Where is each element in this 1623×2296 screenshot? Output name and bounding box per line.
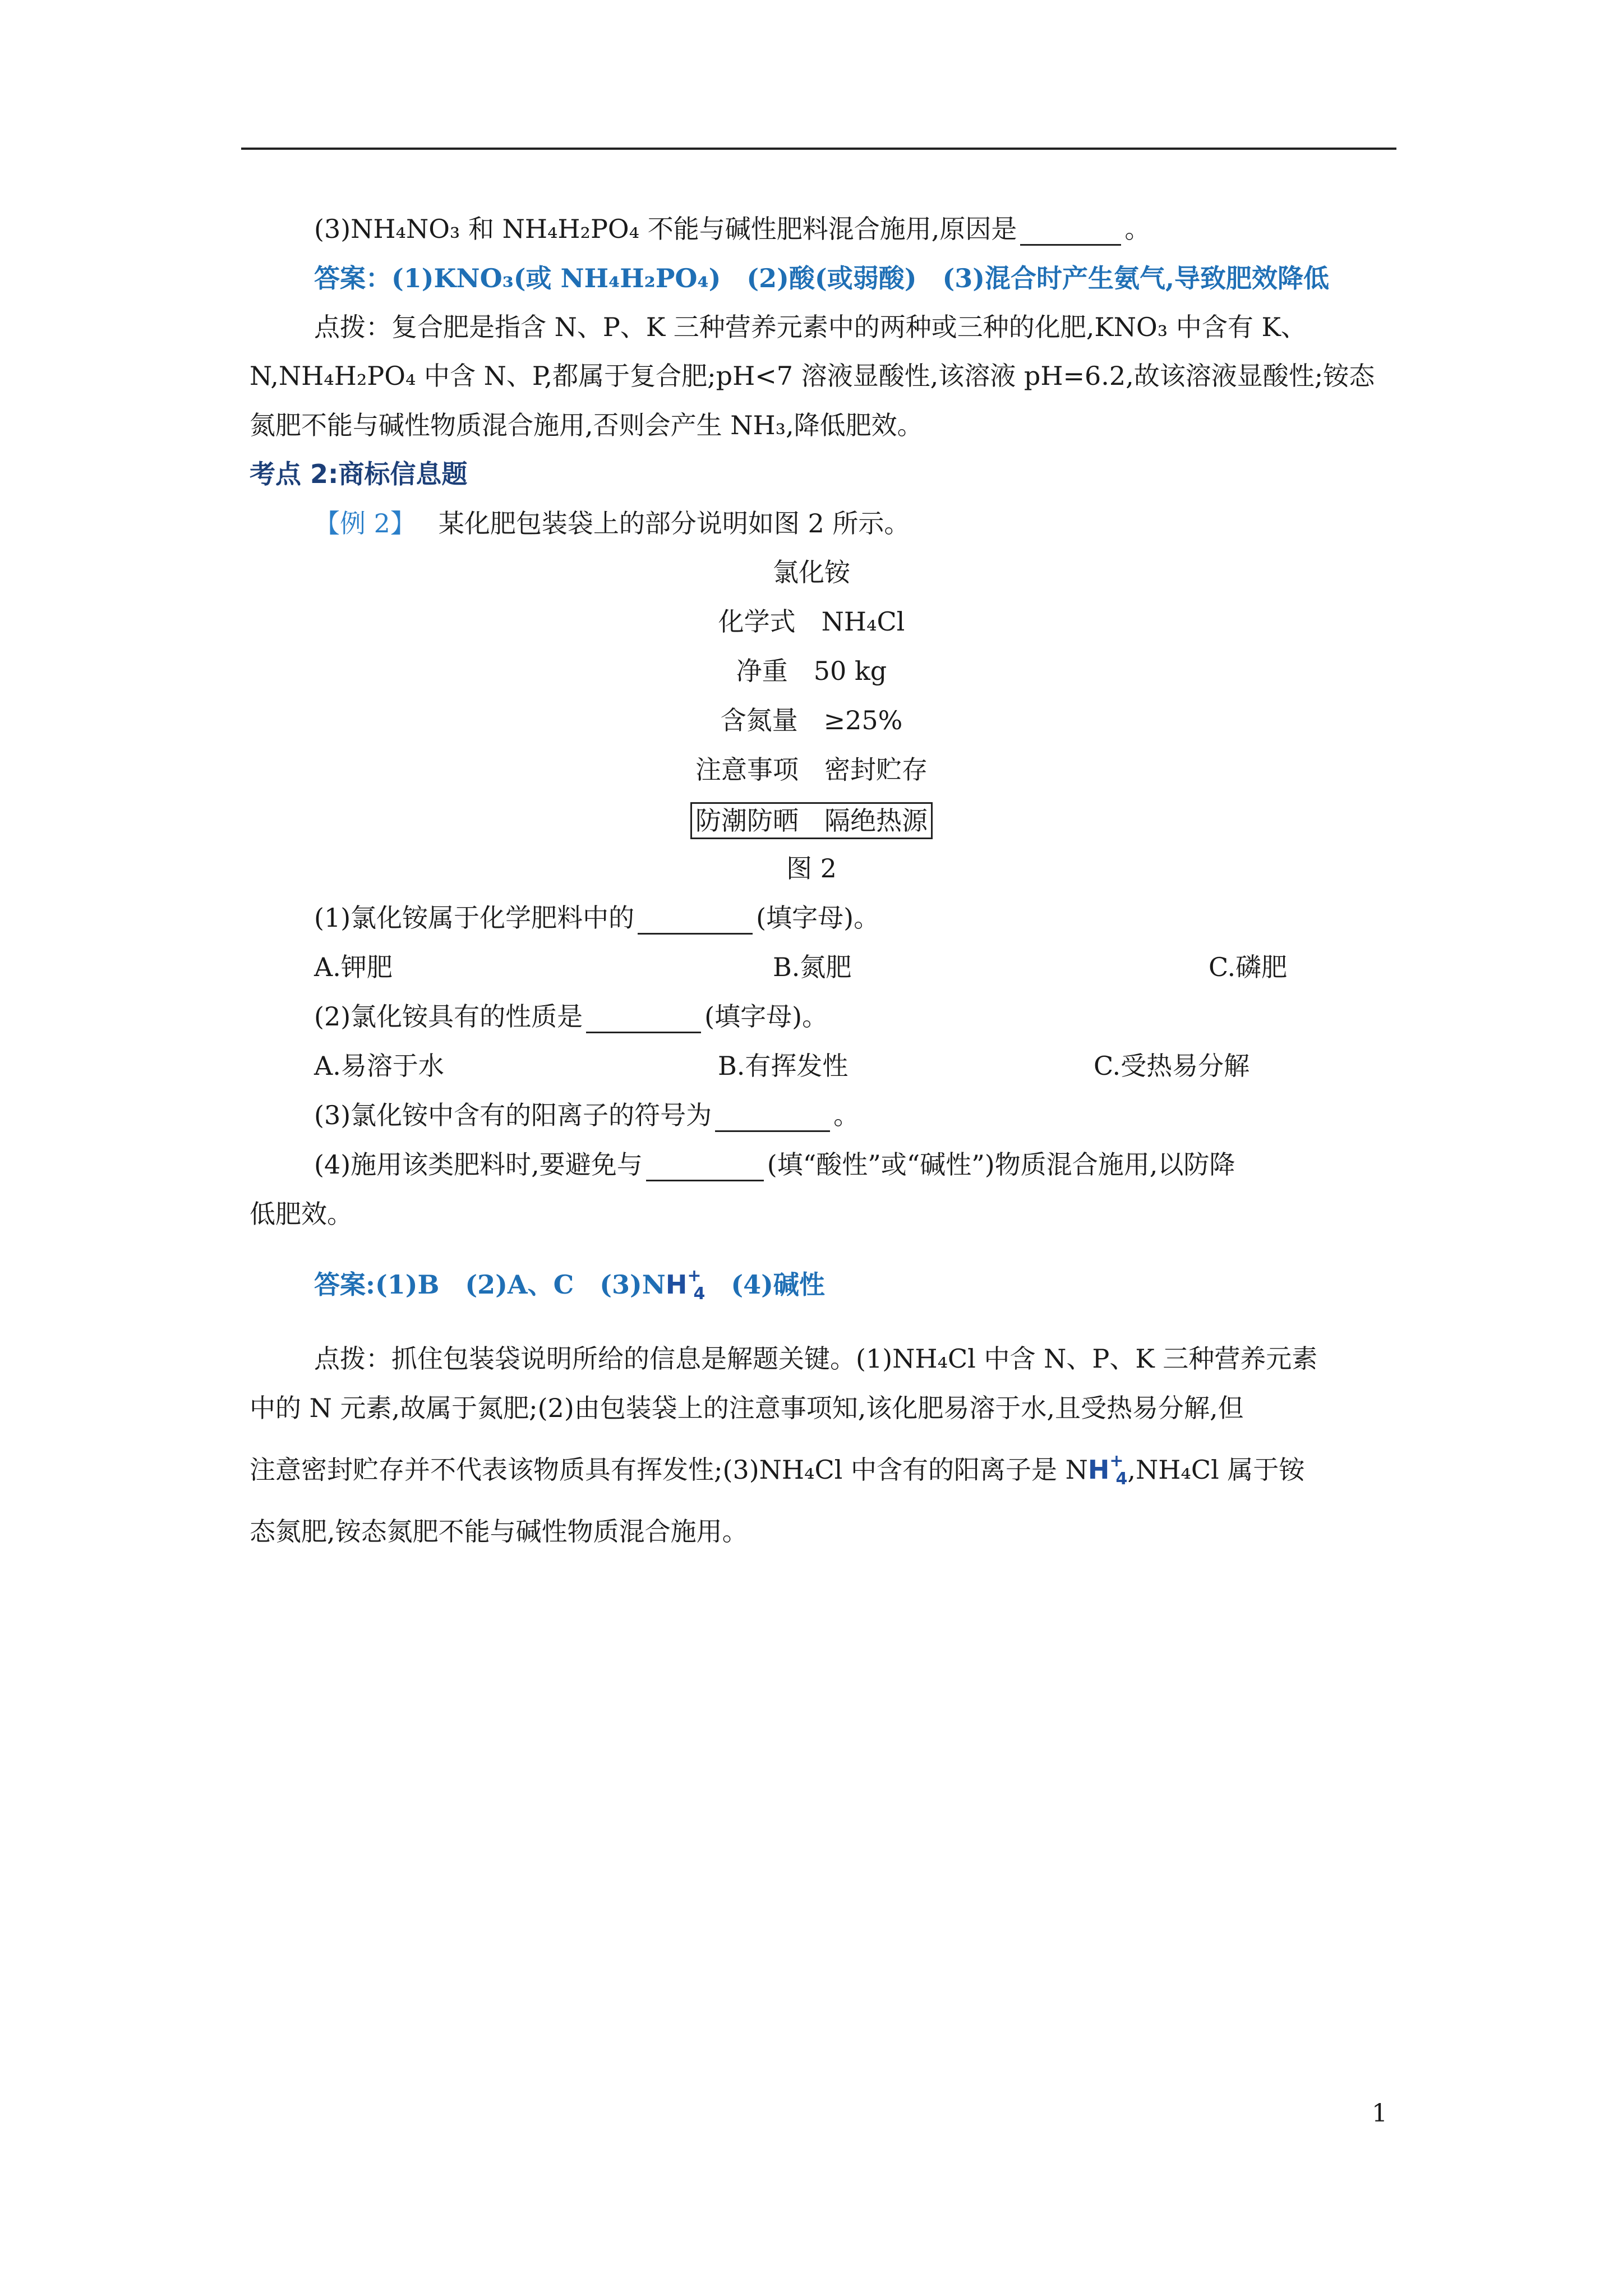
q4-text: (4)施用该类肥料时,要避免与: [314, 1149, 643, 1180]
ammonium-ion-image: [1088, 1453, 1128, 1490]
q3-text: (3)氯化铵中含有的阳离子的符号为: [314, 1100, 712, 1130]
answer-blank: [715, 1105, 830, 1132]
q3-line: [314, 1098, 859, 1132]
q1-text: (1)氯化铵属于化学肥料中的: [314, 903, 635, 933]
q1-end: (填字母)。: [756, 903, 880, 933]
example-2-line: [314, 507, 910, 540]
ion-subscript: 4: [1115, 1469, 1128, 1489]
answer-2-pre: 答案:(1)B (2)A、C (3)N: [314, 1269, 666, 1300]
example-2-tag: 【例 2】: [314, 508, 416, 539]
ion-subscript: 4: [693, 1284, 706, 1304]
label-weight: 净重 50 kg: [736, 656, 887, 686]
tip-1-line-a: 点拨：复合肥是指含 N、P、K 三种营养元素中的两种或三种的化肥,KNO₃ 中含有 K、: [314, 312, 1307, 342]
ion-charge: +: [1109, 1451, 1124, 1471]
q2-option-b: B.有挥发性: [718, 1051, 849, 1081]
tip-2-line-a: 点拨：抓住包装袋说明所给的信息是解题关键。(1)NH₄Cl 中含 N、P、K 三种营养元素: [314, 1343, 1318, 1374]
tip-2-line-b: 中的 N 元素,故属于氮肥;(2)由包装袋上的注意事项知,该化肥易溶于水,且受热易分解,但: [250, 1393, 1244, 1423]
tip-1-line-c: 氮肥不能与碱性物质混合施用,否则会产生 NH₃,降低肥效。: [250, 410, 923, 440]
question-3-line: [314, 212, 1150, 246]
tip-2-c-pre: 注意密封贮存并不代表该物质具有挥发性;(3)NH₄Cl 中含有的阳离子是 N: [250, 1455, 1088, 1485]
q2-line: [314, 1000, 828, 1033]
q4-line: [314, 1148, 1235, 1181]
ammonium-ion-image: [666, 1268, 706, 1305]
label-name: 氯化铵: [773, 557, 850, 587]
figure-caption: 图 2: [786, 853, 837, 884]
tip-2-line-c: [250, 1453, 1304, 1490]
question-3-text: (3)NH₄NO₃ 和 NH₄H₂PO₄ 不能与碱性肥料混合施用,原因是: [314, 214, 1017, 244]
ion-h: H: [1087, 1455, 1110, 1485]
q1-option-b: B.氮肥: [773, 952, 852, 982]
label-notice: 注意事项 密封贮存: [695, 754, 928, 785]
answer-blank: [638, 907, 753, 935]
header-rule: [241, 148, 1396, 150]
ion-h: H: [665, 1269, 688, 1300]
answer-2-post: (4)碱性: [705, 1269, 825, 1300]
ion-charge: +: [687, 1266, 702, 1286]
label-boxed-row: [0, 802, 1623, 839]
answer-2-line: [314, 1268, 825, 1305]
example-2-text: 某化肥包装袋上的部分说明如图 2 所示。: [438, 508, 910, 539]
label-boxed-text: 防潮防晒 隔绝热源: [690, 802, 933, 839]
q2-option-a: A.易溶于水: [314, 1051, 444, 1081]
answer-1-line: 答案：(1)KNO₃(或 NH₄H₂PO₄) (2)酸(或弱酸) (3)混合时产生氨气,导致肥效降低: [314, 263, 1330, 293]
label-nitrogen: 含氮量 ≥25%: [720, 705, 903, 735]
answer-blank: [586, 1006, 701, 1033]
q2-end: (填字母)。: [704, 1001, 828, 1032]
answer-blank: [1020, 218, 1121, 246]
q2-option-c: C.受热易分解: [1094, 1051, 1250, 1081]
q2-text: (2)氯化铵具有的性质是: [314, 1001, 583, 1032]
q4-end: (填“酸性”或“碱性”)物质混合施用,以防降: [767, 1149, 1235, 1180]
tip-1-line-b: N,NH₄H₂PO₄ 中含 N、P,都属于复合肥;pH<7 溶液显酸性,该溶液 pH=6.2,故该溶液显酸性;铵态: [250, 361, 1375, 391]
q4-line-b: 低肥效。: [250, 1199, 353, 1229]
q1-option-c: C.磷肥: [1209, 952, 1288, 982]
tip-2-line-d: 态氮肥,铵态氮肥不能与碱性物质混合施用。: [250, 1516, 748, 1547]
page-number: 1: [1372, 2099, 1387, 2128]
q3-end: 。: [833, 1100, 860, 1130]
q1-line: [314, 901, 879, 935]
label-formula: 化学式 NH₄Cl: [718, 606, 905, 637]
tip-2-c-post: ,NH₄Cl 属于铵: [1127, 1455, 1305, 1485]
q1-option-a: A.钾肥: [314, 952, 393, 982]
question-3-end: 。: [1124, 214, 1151, 244]
section-2-heading: 考点 2:商标信息题: [250, 459, 468, 489]
answer-blank: [646, 1154, 764, 1181]
